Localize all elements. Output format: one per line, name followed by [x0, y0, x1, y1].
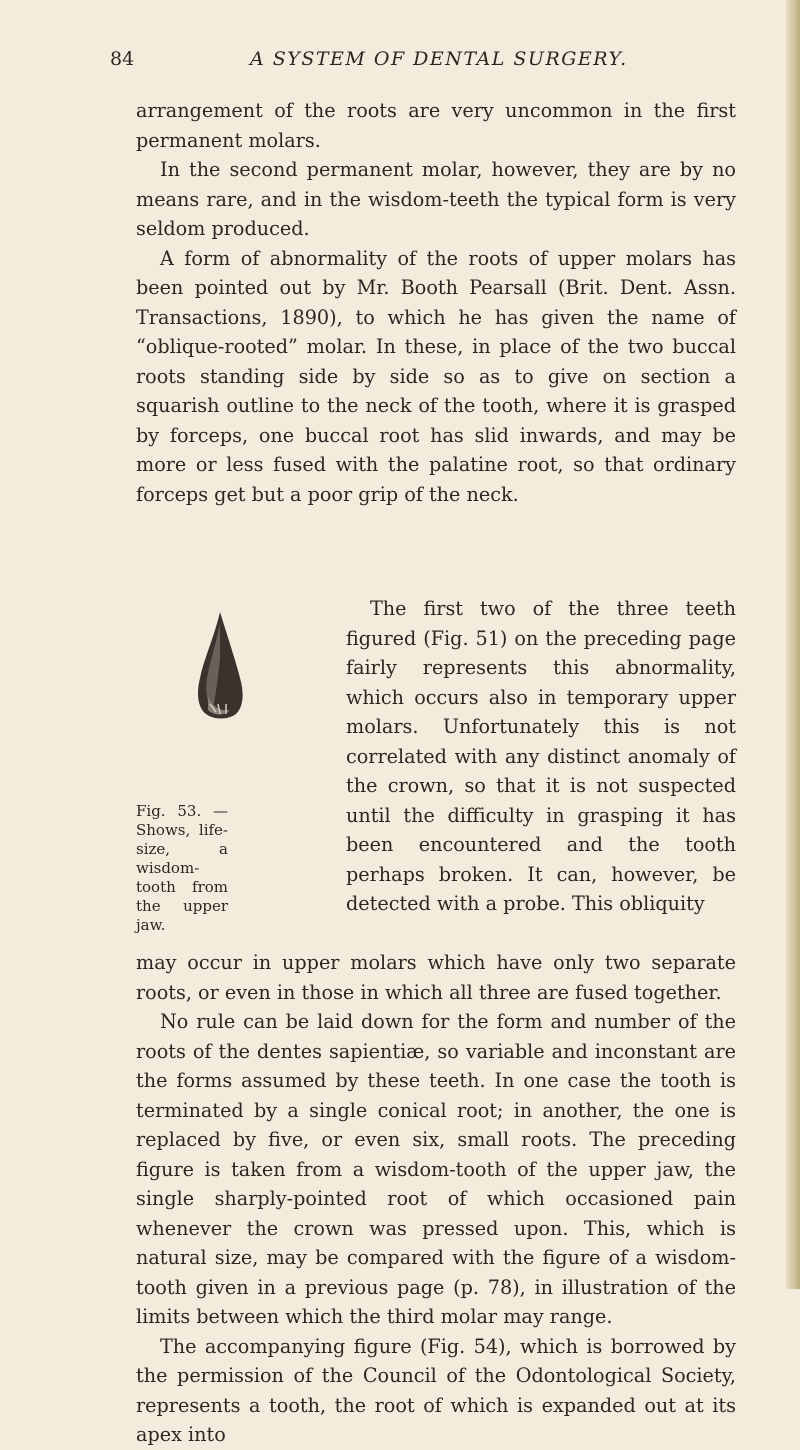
page-edge: [786, 0, 800, 1289]
text-block-bottom: [136, 948, 736, 1450]
running-title: A SYSTEM OF DENTAL SURGERY.: [250, 48, 628, 70]
paragraph: The first two of the three teeth figured (Fig. 51) on the preceding page fairly represents this abnormality, which occurs also in temporary upper molars. Unfortunately this is not correlated with any distinct anomaly of the crown, so that it is not suspected until the difficulty in grasping it has been encountered and the tooth perhaps broken. It can, however, be detected with a probe. This obliquity: [346, 597, 736, 915]
paragraph: may occur in upper molars which have only two separate roots, or even in those in which all three are fused together.: [136, 951, 736, 1004]
text-block-top: [136, 96, 736, 509]
paragraph: arrangement of the roots are very uncommon in the first permanent molars.: [136, 99, 736, 152]
figure-caption: Fig. 53. — Shows, life-size, a wisdom-tooth from the upper jaw.: [136, 802, 228, 934]
paragraph: The accompanying figure (Fig. 54), which is borrowed by the permission of the Council of the Odontological Society, represents a tooth, the root of which is expanded out at its apex into: [136, 1334, 736, 1446]
text-block-beside-figure: [346, 594, 736, 919]
page-header: [110, 48, 740, 78]
paragraph: In the second permanent molar, however, they are by no means rare, and in the wisdom-teeth the typical form is very seldom produced.: [136, 158, 736, 240]
paragraph: A form of abnormality of the roots of upper molars has been pointed out by Mr. Booth Pearsall (Brit. Dent. Assn. Transactions, 1890), to which he has given the name of “oblique-rooted” molar. In these, in place of the two buccal roots standing side by side so as to give on section a squarish outline to the neck of the tooth, where it is grasped by forceps, one buccal root has slid inwards, and may be more or less fused with the palatine root, so that ordinary forceps get but a poor grip of the neck.: [136, 246, 736, 506]
paragraph: No rule can be laid down for the form and number of the roots of the dentes sapientiæ, so variable and inconstant are the forms assumed by these teeth. In one case the tooth is terminated by a single conical root; in another, the one is replaced by five, or even six, small roots. The preceding figure is taken from a wisdom-tooth of the upper jaw, the single sharply-pointed root of which occasioned pain whenever the crown was pressed upon. This, which is natural size, may be compared with the figure of a wisdom-tooth given in a previous page (p. 78), in illustration of the limits between which the third molar may range.: [136, 1010, 736, 1328]
wisdom-tooth-illustration: [186, 608, 256, 728]
page-number: 84: [110, 48, 135, 70]
